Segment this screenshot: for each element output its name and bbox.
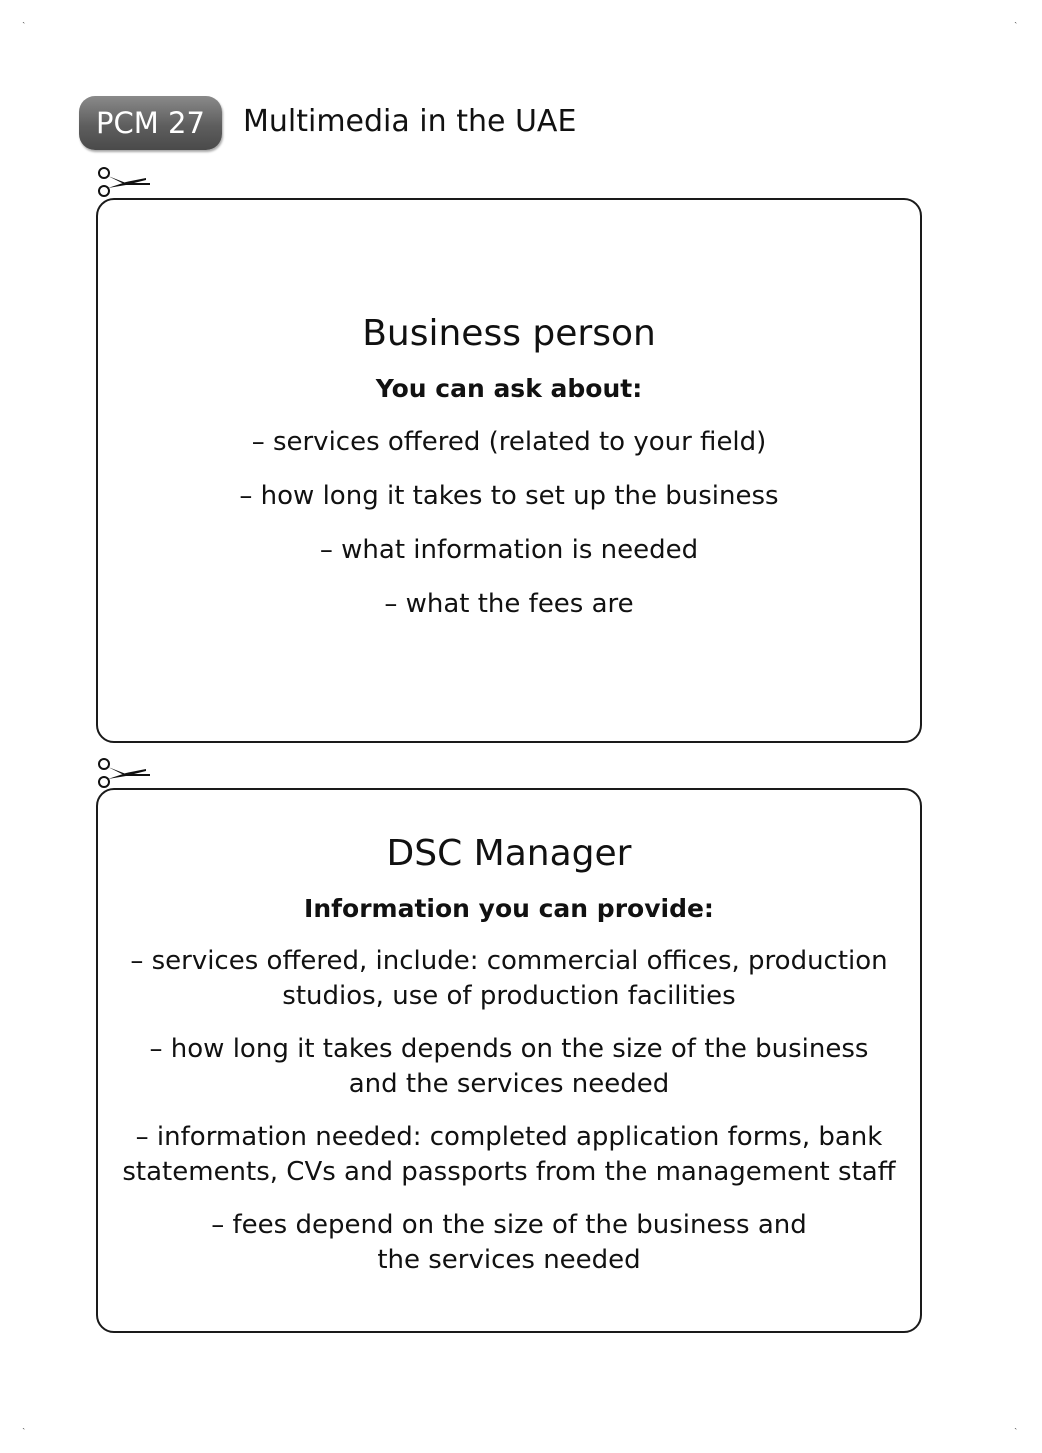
page-title: Multimedia in the UAE <box>243 104 577 139</box>
list-item-line: studios, use of production facilities <box>282 981 736 1011</box>
role-card-business-person <box>96 198 922 743</box>
scissors-icon <box>96 756 152 790</box>
unit-badge: PCM 27 <box>79 96 222 150</box>
list-item-line: and the services needed <box>348 1069 670 1099</box>
list-item-line: – information needed: completed application forms, bank <box>135 1122 883 1152</box>
card-subtitle: You can ask about: <box>375 374 643 403</box>
list-item <box>98 1120 920 1190</box>
list-item-line: – fees depend on the size of the business and <box>211 1210 807 1240</box>
list-item: – what the fees are <box>384 589 634 619</box>
crop-mark-bottom-left: ˴ <box>22 1423 26 1434</box>
list-item <box>98 1208 920 1278</box>
scissors-icon <box>96 165 152 199</box>
card-subtitle: Information you can provide: <box>304 894 714 923</box>
card-title: DSC Manager <box>386 833 632 874</box>
list-item-line: the services needed <box>377 1245 641 1275</box>
list-item-line: statements, CVs and passports from the management staff <box>122 1157 896 1187</box>
list-item: – what information is needed <box>319 535 699 565</box>
list-item <box>98 944 920 1014</box>
list-item-line: – services offered, include: commercial offices, production <box>130 946 888 976</box>
list-item: – services offered (related to your field) <box>251 427 767 457</box>
crop-mark-bottom-right: ˴ <box>1014 1423 1018 1434</box>
card-title: Business person <box>362 313 656 354</box>
role-card-dsc-manager <box>96 788 922 1333</box>
crop-mark-top-left: ˴ <box>22 17 26 28</box>
list-item <box>98 1032 920 1102</box>
list-item-line: – how long it takes depends on the size of the business <box>149 1034 869 1064</box>
crop-mark-top-right: ˴ <box>1014 17 1018 28</box>
list-item: – how long it takes to set up the business <box>239 481 779 511</box>
